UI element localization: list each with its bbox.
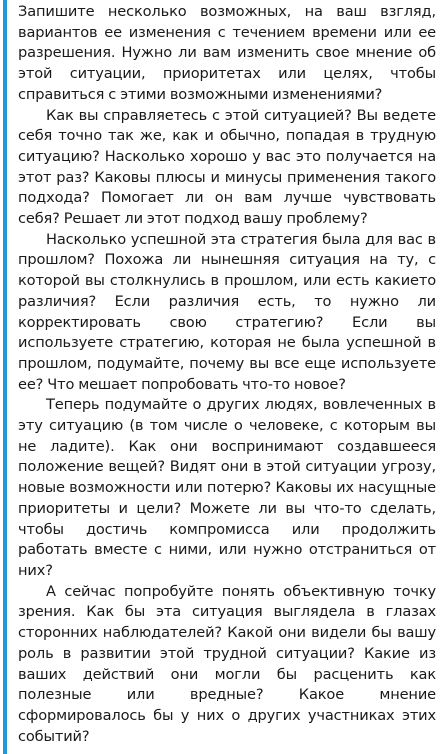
paragraph-1: Запишите несколько возможных, на ваш взгляд, вариантов ее изменения с течением времени или ее разрешения. Нужно ли вам изменить свое мнение об этой ситуации, приоритетах или целях, чтобы справиться с этими возможными изменениями? [18, 3, 436, 103]
margin-accent-bar [3, 0, 7, 754]
paragraph-2: Как вы справляетесь с этой ситуацией? Вы ведете себя точно так же, как и обычно, попадая в трудную ситуацию? Насколько хорошо у вас это получается на этот раз? Каковы плюсы и минусы применения такого подхода? Помогает ли он вам лучше чувствовать себя? Решает ли этот подход вашу проблему? [18, 106, 436, 228]
body-text [18, 2, 436, 747]
paragraph-3: Насколько успешной эта стратегия была для вас в прошлом? Похожа ли нынешняя ситуация на ту, с которой вы столкнулись в прошлом, или есть какието различия? Если различия есть, то нужно ли корректировать свою стратегию? Если вы используете стратегию, которая не была успешной в прошлом, подумайте, почему вы все еще используете ее? Что мешает попробовать что-то новое? [18, 230, 436, 393]
paragraph-5: А сейчас попробуйте понять объективную точку зрения. Как бы эта ситуация выглядела в глазах сторонних наблюдателей? Какой они видели бы вашу роль в развитии этой трудной ситуации? Какие из ваших действий они могли бы расценить как полезные или вредные? Какое мнение сформировалось бы у них о других участниках этих событий? [18, 582, 436, 745]
paragraph-4: Теперь подумайте о других людях, вовлеченных в эту ситуацию (в том числе о человеке, с которым вы не ладите). Как они воспринимают создавшееся положение вещей? Видят они в этой ситуации угрозу, новые возможности или потерю? Каковы их насущные приоритеты и цели? Можете ли вы что-то сделать, чтобы достичь компромисса или продолжить работать вместе с ними, или нужно отстраниться от них? [18, 396, 436, 579]
